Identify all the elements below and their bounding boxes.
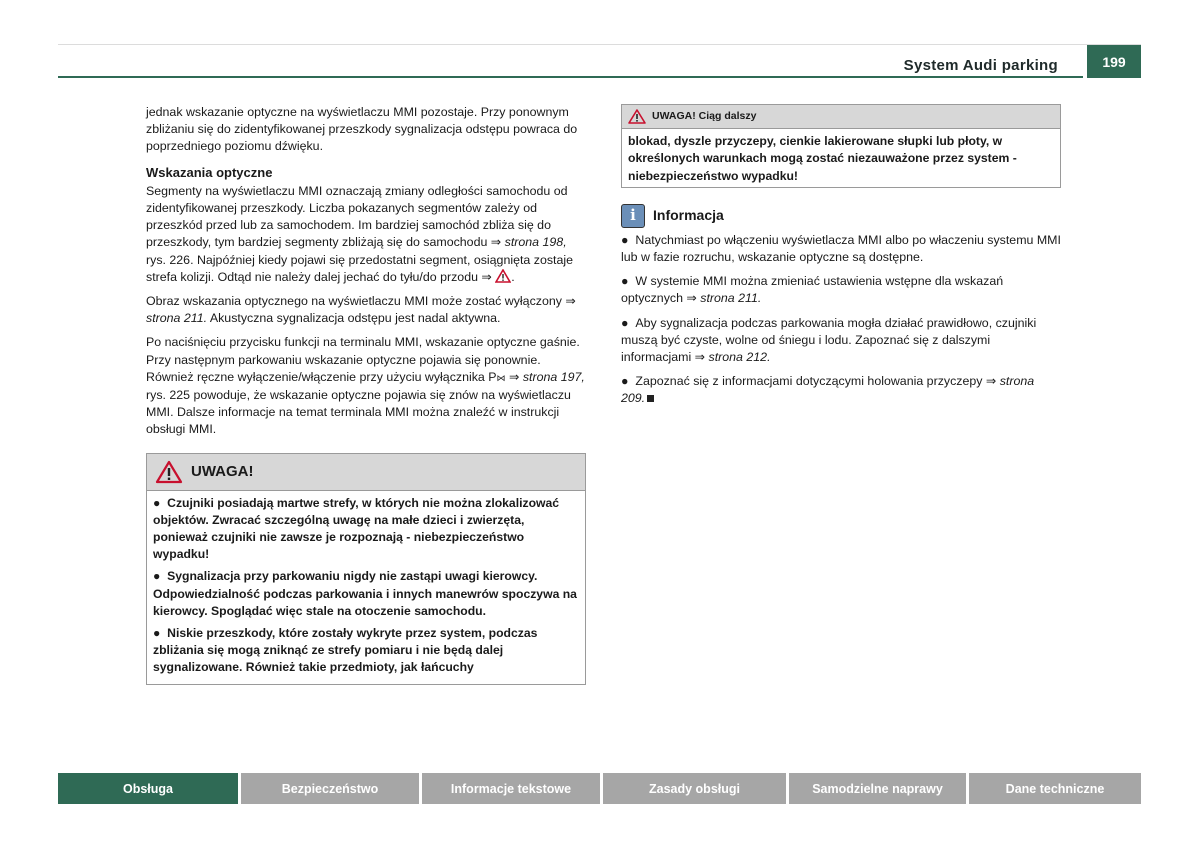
list-item: ● Aby sygnalizacja podczas parkowania mogła działać prawidłowo, czujniki muszą być czyste, wolne od śniegu i lodu. Zapoznać się z dalszymi informacjami ⇒ strona 212. <box>621 315 1037 365</box>
warning-continued-text: blokad, dyszle przyczepy, cienkie lakierowane słupki lub płoty, w określonych warunkach mogą zostać niezauważone przez system - niebezpieczeństwo wypadku! <box>628 134 1017 183</box>
warning-box <box>146 453 586 685</box>
info-icon: i <box>621 204 645 228</box>
paragraph-segments: Segmenty na wyświetlaczu MMI oznaczają zmiany odległości samochodu od zidentyfikowanej przeszkody. Liczba pokazanych segmentów zależy od przeszkód przed lub za samochodem. Im bardziej samochód zbliża się do przeszkody, tym bardziej segmenty zbliżają się do samochodu ⇒ strona 198, rys. 226. Najpóźniej kiedy pojawi się przedostatni segment, osiągnięta zostaje strefa kolizji. Odtąd nie należy dalej jechać do tyłu/do przodu ⇒ . <box>146 183 574 284</box>
page-header-title: System Audi parking <box>903 57 1058 74</box>
page-ref-link[interactable]: strona 211. <box>700 291 762 306</box>
bullet-icon: ● <box>621 232 636 247</box>
list-item: ● Czujniki posiadają martwe strefy, w których nie można zlokalizować objektów. Zwracać szczególną uwagę na małe dzieci i zwierzęta, ponieważ czujniki nie zawsze je rozpoznają - niebezpieczeństwo wypadku! <box>153 495 560 562</box>
tab-zasady-obslugi[interactable]: Zasady obsługi <box>603 773 786 804</box>
warning-triangle-icon <box>495 269 511 283</box>
paragraph-disable: Obraz wskazania optycznego na wyświetlaczu MMI może zostać wyłączony ⇒ strona 211. Akustyczna sygnalizacja odstępu jest nadal aktywna. <box>146 294 576 326</box>
info-heading <box>621 204 1061 228</box>
page-ref-link[interactable]: strona 211. <box>146 311 208 326</box>
page-number: 199 <box>1087 45 1141 78</box>
bullet-icon: ● <box>153 626 168 641</box>
chapter-tabs <box>58 773 1141 804</box>
header-rule <box>58 76 1083 78</box>
tab-dane-techniczne[interactable]: Dane techniczne <box>969 773 1141 804</box>
bullet-icon: ● <box>621 374 636 389</box>
bullet-icon: ● <box>153 569 168 584</box>
page-ref-link[interactable]: strona 209. <box>621 374 1035 406</box>
left-column <box>146 104 586 685</box>
warning-box-body <box>147 491 585 684</box>
warning-triangle-icon <box>155 460 183 484</box>
list-item: ● Sygnalizacja przy parkowaniu nigdy nie zastąpi uwagi kierowcy. Odpowiedzialność podczas parkowania i innych manewrów spoczywa na kierowcy. Spoglądać więc stale na otoczenie samochodu. <box>153 569 577 618</box>
right-column <box>621 104 1061 415</box>
warning-title: UWAGA! <box>191 463 254 481</box>
park-switch-symbol: ⋈ <box>496 372 506 383</box>
top-hairline <box>58 44 1141 45</box>
warning-box-header <box>147 454 585 491</box>
warning-continued-box <box>621 104 1061 188</box>
list-item: ● Natychmiast po włączeniu wyświetlacza MMI albo po właczeniu systemu MMI lub w fazie rozruchu, wskazanie optyczne są dostępne. <box>621 232 1061 265</box>
page-ref-link[interactable]: strona 198, <box>504 235 567 250</box>
section-heading: Wskazania optyczne <box>146 164 273 180</box>
warning-continued-title: UWAGA! Ciąg dalszy <box>652 110 757 122</box>
tab-informacje-tekstowe[interactable]: Informacje tekstowe <box>422 773 600 804</box>
bullet-icon: ● <box>621 274 636 289</box>
list-item: ● Zapoznać się z informacjami dotyczącymi holowania przyczepy ⇒ strona 209. <box>621 374 1035 406</box>
paragraph-continuation: jednak wskazanie optyczne na wyświetlaczu MMI pozostaje. Przy ponownym zbliżaniu się do zidentyfikowanej przeszkody sygnalizacja odstępu powraca do poprzedniego poziomu dźwięku. <box>146 105 578 154</box>
bullet-icon: ● <box>621 315 636 330</box>
paragraph-terminal: Po naciśnięciu przycisku funkcji na terminalu MMI, wskazanie optyczne gaśnie. Przy następnym parkowaniu wskazanie optyczne pojawia się ponownie. Również ręczne wyłączenie/włączenie przy użyciu wyłącznika P⋈ ⇒ strona 197, rys. 225 powoduje, że wskazanie optyczne pojawia się znów na wyświetlaczu MMI. Dalsze informacje na temat terminala MMI można znaleźć w instrukcji obsługi MMI. <box>146 335 585 437</box>
tab-bezpieczenstwo[interactable]: Bezpieczeństwo <box>241 773 419 804</box>
warning-continued-header <box>622 105 1060 129</box>
list-item: ● Niskie przeszkody, które zostały wykryte przez system, podczas zbliżania się mogą zniknąć ze strefy pomiaru i nie będą dalej sygnalizowane. Również takie przedmioty, jak łańcuchy <box>153 626 538 675</box>
bullet-icon: ● <box>153 495 168 510</box>
warning-triangle-icon <box>628 109 646 124</box>
info-title: Informacja <box>653 207 724 224</box>
page-ref-link[interactable]: strona 197, <box>522 369 585 384</box>
end-square-icon <box>647 395 654 402</box>
list-item: ● W systemie MMI można zmieniać ustawienia wstępne dla wskazań optycznych ⇒ strona 211. <box>621 274 1004 306</box>
tab-obsluga[interactable]: Obsługa <box>58 773 238 804</box>
page-ref-link[interactable]: strona 212. <box>708 350 771 365</box>
tab-samodzielne-naprawy[interactable]: Samodzielne naprawy <box>789 773 966 804</box>
